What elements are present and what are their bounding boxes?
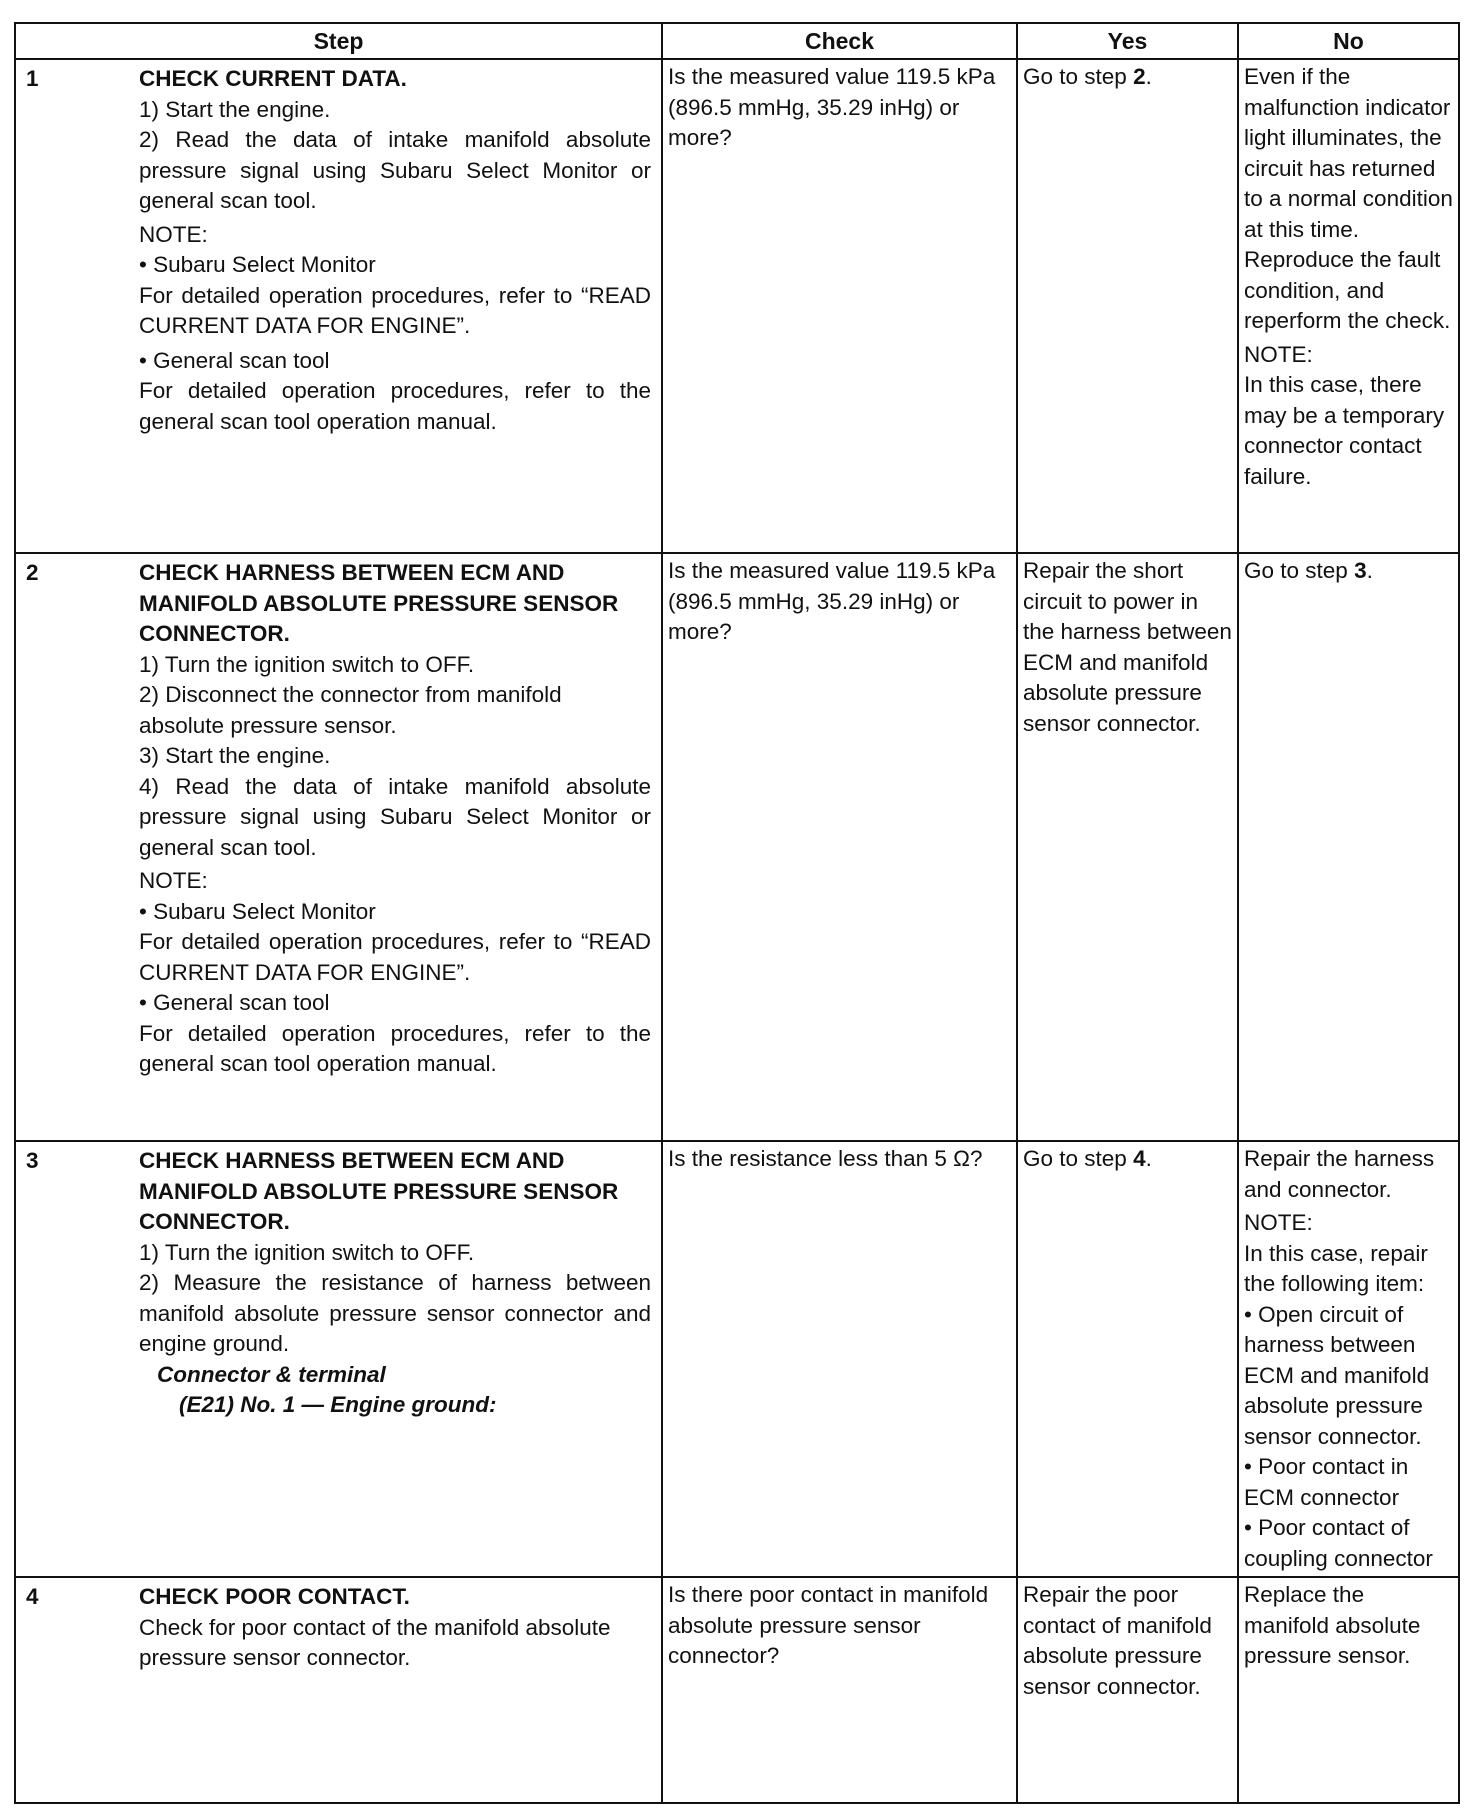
note-label: NOTE: (1244, 341, 1313, 367)
step-body (139, 1144, 656, 1423)
header-no: No (1238, 23, 1459, 59)
note-text: In this case, there may be a temporary connector contact failure. (1244, 372, 1445, 489)
step-line: 1) Start the engine. (139, 96, 331, 122)
no-item: • Open circuit of harness between ECM and manifold absolute pressure sensor connector. (1244, 1301, 1430, 1449)
note-label: NOTE: (139, 221, 208, 247)
header-step: Step (15, 23, 662, 59)
table-row (15, 553, 1459, 1141)
step-number: 3 (26, 1148, 39, 1173)
step-cell (15, 553, 662, 1141)
check-cell: Is there poor contact in manifold absolute pressure sensor connector? (662, 1577, 1017, 1803)
note-text: For detailed operation procedures, refer to the general scan tool operation manual. (139, 378, 651, 434)
step-line: 1) Turn the ignition switch to OFF. (139, 651, 475, 677)
step-title: CHECK HARNESS BETWEEN ECM AND MANIFOLD ABSOLUTE PRESSURE SENSOR CONNECTOR. (139, 1148, 619, 1234)
check-cell: Is the measured value 119.5 kPa (896.5 mmHg, 35.29 inHg) or more? (662, 553, 1017, 1141)
no-cell: Replace the manifold absolute pressure sensor. (1238, 1577, 1459, 1803)
step-number: 2 (26, 560, 39, 585)
step-ref: 2 (1133, 64, 1146, 89)
no-item: • Poor contact in ECM connector (1244, 1454, 1409, 1510)
header-yes: Yes (1017, 23, 1238, 59)
spec-label: Connector & terminal (157, 1361, 386, 1387)
note-text: For detailed operation procedures, refer to “READ CURRENT DATA FOR ENGINE”. (139, 929, 651, 985)
note-label: NOTE: (1244, 1210, 1313, 1235)
no-text: Repair the harness and connector. (1244, 1146, 1435, 1202)
step-line: 2) Measure the resistance of harness between manifold absolute pressure sensor connector and engine ground. (139, 1270, 651, 1356)
no-suffix: . (1366, 558, 1373, 583)
step-body (139, 556, 656, 1082)
table-row (15, 1141, 1459, 1577)
no-cell (1238, 59, 1459, 553)
note-bullet: • Subaru Select Monitor (139, 252, 376, 277)
step-cell (15, 1577, 662, 1803)
step-title: CHECK HARNESS BETWEEN ECM AND MANIFOLD ABSOLUTE PRESSURE SENSOR CONNECTOR. (139, 560, 619, 646)
header-check: Check (662, 23, 1017, 59)
step-text: Check for poor contact of the manifold absolute pressure sensor connector. (139, 1614, 611, 1670)
step-ref: 3 (1354, 558, 1367, 583)
header-row (15, 23, 1459, 59)
yes-suffix: . (1145, 1146, 1152, 1171)
step-body (139, 62, 656, 439)
note-text: In this case, repair the following item: (1244, 1240, 1428, 1296)
step-line: 3) Start the engine. (139, 743, 331, 768)
note-bullet: • General scan tool (139, 990, 330, 1015)
note-label: NOTE: (139, 868, 208, 893)
step-body (139, 1580, 656, 1676)
note-bullet: • Subaru Select Monitor (139, 898, 376, 924)
step-cell (15, 1141, 662, 1577)
no-text: Go to step (1244, 558, 1355, 583)
check-cell: Is the resistance less than 5 Ω? (662, 1141, 1017, 1577)
check-cell: Is the measured value 119.5 kPa (896.5 mmHg, 35.29 inHg) or more? (662, 59, 1017, 553)
spec-value: (E21) No. 1 — Engine ground: (179, 1392, 497, 1417)
yes-text: Go to step (1023, 1146, 1134, 1171)
yes-cell: Repair the short circuit to power in the harness between ECM and manifold absolute pressure sensor connector. (1017, 553, 1238, 1141)
yes-suffix: . (1145, 64, 1152, 89)
step-line: 2) Read the data of intake manifold absolute pressure signal using Subaru Select Monitor or general scan tool. (139, 127, 651, 213)
yes-cell (1017, 1141, 1238, 1577)
no-text: Even if the malfunction indicator light illuminates, the circuit has returned to a normal condition at this time. Reproduce the fault condition, and reperform the check. (1244, 64, 1453, 333)
diagnostic-table (14, 22, 1460, 1804)
yes-cell (1017, 59, 1238, 553)
step-title: CHECK POOR CONTACT. (139, 1584, 410, 1609)
note-text: For detailed operation procedures, refer to “READ CURRENT DATA FOR ENGINE”. (139, 282, 651, 338)
no-item: • Poor contact of coupling connector (1244, 1515, 1433, 1571)
note-bullet: • General scan tool (139, 347, 330, 373)
no-cell (1238, 1141, 1459, 1577)
yes-text: Go to step (1023, 64, 1134, 89)
note-text: For detailed operation procedures, refer to the general scan tool operation manual. (139, 1020, 651, 1076)
step-number: 1 (26, 66, 39, 91)
step-line: 2) Disconnect the connector from manifold absolute pressure sensor. (139, 682, 562, 738)
step-cell (15, 59, 662, 553)
table-row (15, 59, 1459, 553)
no-cell (1238, 553, 1459, 1141)
table-row (15, 1577, 1459, 1803)
step-title: CHECK CURRENT DATA. (139, 66, 407, 91)
step-number: 4 (26, 1584, 39, 1609)
step-line: 4) Read the data of intake manifold absolute pressure signal using Subaru Select Monitor or general scan tool. (139, 773, 651, 860)
step-ref: 4 (1133, 1146, 1146, 1171)
step-line: 1) Turn the ignition switch to OFF. (139, 1239, 475, 1265)
yes-cell: Repair the poor contact of manifold absolute pressure sensor connector. (1017, 1577, 1238, 1803)
